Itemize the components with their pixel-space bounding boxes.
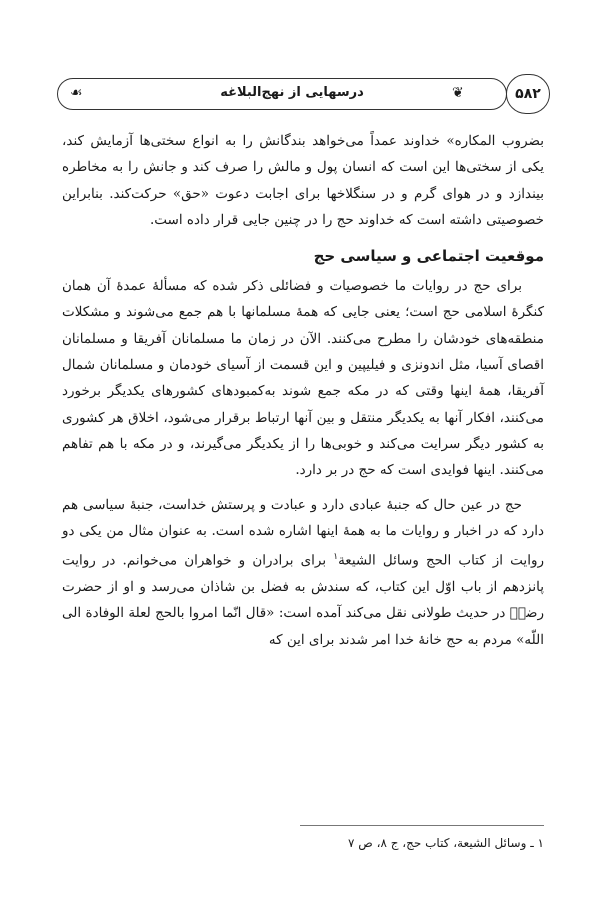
paragraph-3: [62, 492, 544, 653]
paragraph-3-part-a: حج در عین حال که جنبهٔ عبادی دارد و عبادت و پرستش خداست، جنبهٔ سیاسی هم دارد که در اخبار و روایات ما به همهٔ اینها اشاره شده است. به عنوان مثال من یکی دو روایت از کتاب الحج وسائل الشیعة: [62, 496, 544, 569]
paragraph-2: برای حج در روایات ما خصوصیات و فضائلی ذکر شده که مسألهٔ عمدهٔ آن همان کنگرهٔ اسلامی حج است؛ یعنی جایی که همهٔ مسلمانها با هم جمع می‌شوند و مشکلات منطقه‌های خودشان را مطرح می‌کنند. الآن در زمان ما مسلمانان آفریقا و مسلمانان اقصای آسیا، مثل اندونزی و فیلیپین و این قسمت از آسیای خودمان و مسلمانان شمال آفریقا، همهٔ اینها وقتی که در مکه جمع شوند به‌کمبودهای کشورهای یکدیگر برخورد می‌کنند، افکار آنها به یکدیگر منتقل و بین آنها ارتباط برقرار می‌شود، اخلاق هر کشوری به کشور دیگر سرایت می‌کند و خوبی‌ها را از یکدیگر می‌گیرند، و در مکه با هم تفاهم می‌کنند. اینها فوایدی است که حج در بر دارد.: [62, 278, 544, 479]
paragraph-1: بضروب المکاره» خداوند عمداً می‌خواهد بندگانش را به انواع سختی‌ها آزمایش کند، یکی از سختی‌ها این است که انسان پول و مالش را صرف کند و جانش را به مخاطره بیندازد و در هوای گرم و در سنگلاخها برای اجابت دعوت «حق» حرکت‌کند. بنابراین خصوصیتی داشته است که خداوند حج را در چنین جایی قرار داده است.: [62, 133, 544, 228]
ornament-right-icon: ❦: [452, 85, 464, 101]
page-body: [62, 128, 544, 653]
paragraph-3-part-b: برای برادران و خواهران می‌خوانم. در روایت پانزدهم از باب اوّل این کتاب، که سندش به فضل بن شاذان می‌رسد و او از حضرت رضاؑ در حدیث طولانی نقل می‌کند آمده است: «قال انّما امروا بالحج لعلة الوفادة الی اللّه» مردم به حج خانهٔ خدا امر شدند برای این که: [62, 552, 544, 648]
book-title: درسهایی از نهج‌البلاغه: [220, 85, 364, 100]
ornament-left-icon: ☙: [70, 85, 83, 101]
section-heading: موقعیت اجتماعی و سیاسی حج: [313, 247, 544, 266]
footnote: ۱ ـ وسائل الشیعة، کتاب حج، ج ۸، ص ۷: [347, 836, 544, 850]
footnote-marker: ۱: [333, 552, 339, 563]
page-number: ۵۸۲: [506, 74, 550, 114]
footnote-divider: [300, 825, 544, 826]
running-header: [57, 74, 550, 114]
